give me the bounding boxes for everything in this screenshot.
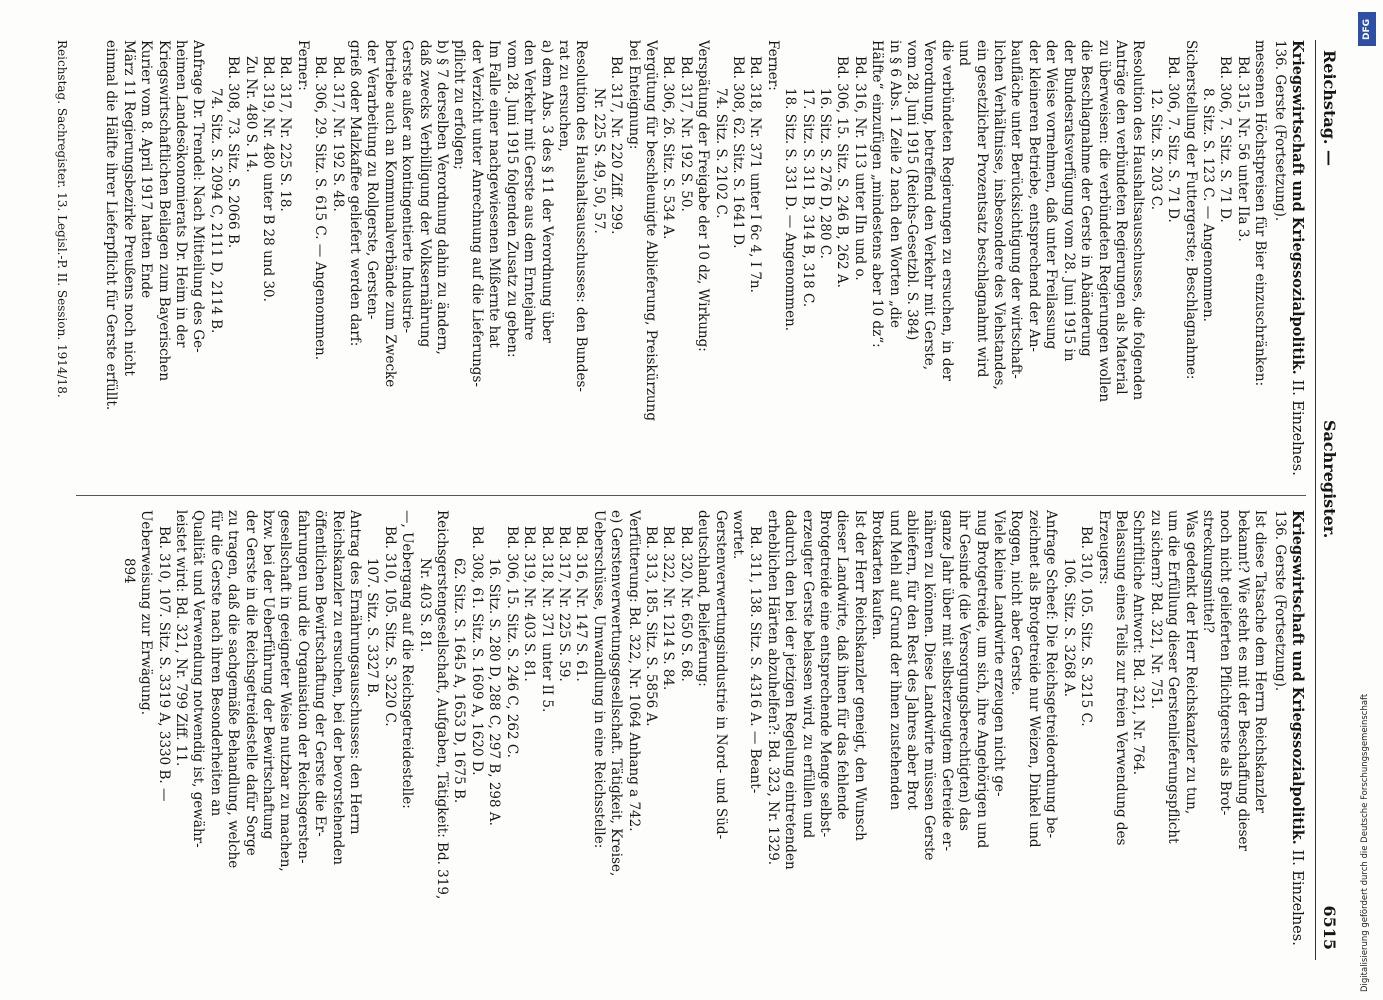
right-text-line: zu tragen, daß die sachgemäße Behandlung, welche xyxy=(225,510,242,869)
left-text-line: zu überweisen: die verbündeten Regierungen wollen xyxy=(1095,40,1112,403)
left-text-line: März 11 Regierungsbezirke Preußens noch nicht xyxy=(120,40,137,376)
right-text-line: Nr. 403 S. 81. xyxy=(416,558,433,653)
left-text-line: und xyxy=(956,40,973,67)
left-title-main: Kriegswirtschaft und Kriegssozialpolitik. xyxy=(1289,40,1306,375)
column-divider xyxy=(76,495,1306,496)
header-center: Sachregister. xyxy=(1320,420,1339,539)
left-text-line: a) dem Abs. 3 des § 11 der Verordnung über xyxy=(538,40,555,343)
left-text-line: Bd. 317, Nr. 192 S. 48. xyxy=(329,56,346,212)
left-text-line: Bd. 319, Nr. 480 unter B 28 und 30. xyxy=(260,56,277,302)
left-text-line: Bd. 306, 7. Sitz. S. 71 D. xyxy=(1217,56,1234,223)
right-text-line: 16. Sitz. S. 280 D, 288 C, 297 B, 298 A. xyxy=(486,558,503,826)
right-text-line: nähren zu können. Diese Landwirte müssen Gerste xyxy=(921,510,938,861)
right-text-line: Brotgetreide eine entsprechende Menge selbst- xyxy=(817,510,834,838)
left-text-line: der kleineren Betriebe, entsprechend der An- xyxy=(1025,40,1042,352)
left-text-line: Bd. 306, 15. Sitz. S. 246 B, 262 A. xyxy=(834,56,851,288)
right-text-line: 107. Sitz. S. 3327 B. xyxy=(364,558,381,698)
right-text-line: zeichnet als Brotgetreide nur Weizen, Dinkel und xyxy=(1025,510,1042,848)
right-text-line: Belassung eines Teils zur freien Verwendung des xyxy=(1112,510,1129,846)
left-text-line: 8. Sitz. S. 123 C. — Angenommen. xyxy=(1199,88,1216,322)
right-text-line: 894 xyxy=(120,558,137,584)
left-text-line: Anträge den verbündeten Regierungen als Material xyxy=(1112,40,1129,395)
right-column xyxy=(76,510,1306,950)
right-column-text xyxy=(119,510,1268,950)
left-text-line: 16. Sitz. S. 276 D, 280 C. xyxy=(817,88,834,259)
right-text-line: streckungsmittel? xyxy=(1199,510,1216,634)
left-text-line: Bd. 317, Nr. 225 S. 18. xyxy=(277,56,294,212)
right-text-line: für die Gerste nach ihren Besonderheiten an xyxy=(207,510,224,817)
left-column-title xyxy=(1288,40,1306,480)
right-text-line: Erzeugers: xyxy=(1095,510,1112,585)
left-text-line: betriebe auch an Kommunalverbände zum Zwecke xyxy=(381,40,398,388)
left-text-line: bei Enteignung: xyxy=(625,40,642,150)
left-text-line: Im Falle einer nachgewiesenen Mißernte hat xyxy=(486,40,503,348)
right-title-suffix: II. Einzelnes. xyxy=(1289,849,1305,946)
right-text-line: bzw. bei der Ueberführung der Bewirtschaftung xyxy=(260,510,277,840)
rotated-page-content xyxy=(40,40,1340,960)
right-text-line: Viele kleine Landwirte erzeugen nicht ge- xyxy=(991,510,1008,797)
right-text-line: ihr Gesinde (die Versorgungsberechtigten) das xyxy=(956,510,973,831)
right-text-line: nug Brotgetreide, um sich, ihre Angehörigen und xyxy=(973,510,990,849)
left-text-line: Gerste außer an kontingentierte Industrie- xyxy=(399,40,416,334)
left-text-line: Bd. 317, Nr. 220 Ziff. 299. xyxy=(608,56,625,235)
left-text-line: Bd. 318, Nr. 371 unter I 6c 4, I 7n. xyxy=(747,56,764,293)
right-text-line: Qualität und Verwendung notwendig ist, gewähr- xyxy=(190,510,207,848)
right-text-line: um die Erfüllung dieser Gerstenlieferungspflicht xyxy=(1165,510,1182,844)
right-column-title xyxy=(1288,510,1306,950)
right-text-line: Bd. 318, Nr. 371 unter II 5. xyxy=(538,526,555,713)
left-text-line: Kurier vom 8. April 1917 hatten Ende xyxy=(138,40,155,299)
right-text-line: erheblichen Härten abzuhelfen?: Bd. 323, Nr. 1329. xyxy=(764,510,781,866)
left-text-line: vom 28. Juni 1915 folgenden Zusatz zu geben: xyxy=(503,40,520,358)
right-text-line: —, Uebergang auf die Reichsgetreidestelle: xyxy=(399,510,416,809)
right-text-line: Bd. 316, Nr. 147 S. 61. xyxy=(573,526,590,682)
left-title-suffix: II. Einzelnes. xyxy=(1289,379,1305,476)
right-text-line: der Gerste in die Reichsgetreidestelle dafür Sorge xyxy=(242,510,259,856)
right-text-line: erzeugter Gerste belassen wird, zu erfüllen und xyxy=(799,510,816,839)
dfg-logo-icon: DFG xyxy=(1358,12,1376,46)
right-text-line: 106. Sitz. S. 3268 A. xyxy=(1060,558,1077,698)
right-text-line: abliefern, für den Rest des Jahres aber Brot xyxy=(904,510,921,810)
left-text-line: messenen Höchstpreisen für Bier einzuschränken: xyxy=(1252,40,1269,387)
left-text-line: pflicht zu erfolgen; xyxy=(451,40,468,170)
left-column-subtitle: 136. Gerste (Fortsetzung). xyxy=(1271,40,1288,222)
right-text-line: Bd. 319, Nr. 403 S. 81. xyxy=(521,526,538,682)
right-text-line: Reichsgerstengesellschaft, Aufgaben, Tätigkeit: Bd. 319, xyxy=(434,510,451,900)
right-text-line: Verfütterung: Bd. 322, Nr. 1064 Anhang a 742. xyxy=(625,510,642,832)
left-text-line: 12. Sitz. S. 203 C. xyxy=(1147,88,1164,210)
left-text-line: Bd. 308, 73. Sitz. S. 2066 B. xyxy=(225,56,242,249)
right-text-line: dadurch den bei der jetzigen Regelung eintretenden xyxy=(782,510,799,870)
left-text-line: 74. Sitz. S. 2102 C. xyxy=(712,88,729,219)
right-text-line: Ueberschüsse, Umwandlung in eine Reichsstelle: xyxy=(590,510,607,849)
left-text-line: Bd. 316, Nr. 113 unter IIn und o. xyxy=(851,56,868,281)
right-text-line: Bd. 313, 185. Sitz. S. 5856 A. xyxy=(642,526,659,727)
left-column-text xyxy=(102,40,1268,480)
right-text-line: Reichskanzler zu ersuchen, bei der bevorstehenden xyxy=(329,510,346,865)
right-text-line: e) Gerstenverwertungsgesellschaft. Tätigkeit, Kreise, xyxy=(608,510,625,877)
right-text-line: Roggen, nicht aber Gerste. xyxy=(1008,510,1025,696)
left-text-line: den Verkehr mit Gerste aus dem Erntejahre xyxy=(521,40,538,341)
right-text-line: Schriftliche Antwort: Bd. 321, Nr. 764. xyxy=(1130,510,1147,776)
right-text-line: deutschland, Belieferung: xyxy=(695,510,712,687)
right-text-line: Antrag des Ernährungsausschusses: den Herrn xyxy=(347,510,364,835)
left-text-line: der Bundesratsverfügung vom 28. Juni 1915 in xyxy=(1060,40,1077,362)
right-text-line: dieser Landwirte, daß ihnen für das fehlende xyxy=(834,510,851,820)
left-text-line: 74. Sitz. S. 2094 C, 2111 D, 2114 B. xyxy=(207,88,224,334)
left-text-line: Ferner: xyxy=(764,40,781,91)
page-number: 6515 xyxy=(1320,905,1339,950)
right-text-line: gesellschaft in geeigneter Weise nutzbar zu machen, xyxy=(277,510,294,872)
left-text-line: Bd. 306, 26. Sitz. S. 534 A. xyxy=(660,56,677,240)
header-left: Reichstag. — xyxy=(1320,50,1339,167)
right-text-line: Anfrage Scheef: Die Reichsgetreideordnung be- xyxy=(1043,510,1060,839)
right-text-line: bekannt? Wie steht es mit der Beschaffung dieser xyxy=(1234,510,1251,851)
left-text-line: einmal die Hälfte ihrer Lieferpflicht für Gerste erfüllt. xyxy=(103,40,120,411)
right-text-line: Bd. 320, Nr. 650 S. 68. xyxy=(677,526,694,682)
right-text-line: Ueberweisung zur Erwägung. xyxy=(138,510,155,715)
right-text-line: 62. Sitz. S. 1645 A, 1653 D, 1675 B. xyxy=(451,558,468,804)
right-text-line: Bd. 306, 15. Sitz. S. 246 C, 262 C. xyxy=(503,526,520,758)
right-text-line: Ist diese Tatsache dem Herrn Reichskanzler xyxy=(1252,510,1269,813)
left-column xyxy=(76,40,1306,480)
right-text-line: Brotkarten kaufen. xyxy=(869,510,886,640)
right-text-line: Bd. 310, 105. Sitz. S. 3215 C. xyxy=(1078,526,1095,727)
right-text-line: Was gedenkt der Herr Reichskanzler zu tun, xyxy=(1182,510,1199,815)
left-text-line: daß zwecks Verbilligung der Volksernährung xyxy=(416,40,433,348)
right-text-line: ganze Jahr über mit selbsterzeugtem Getreide er- xyxy=(938,510,955,852)
left-text-line: grieß oder Malzkaffee geliefert werden darf: xyxy=(347,40,364,347)
left-text-line: heimen Landesökonomierats Dr. Heim in der xyxy=(173,40,189,348)
left-text-line: Zu Nr. 480 S. 14. xyxy=(242,56,259,173)
right-text-line: wortet. xyxy=(730,510,746,560)
left-text-line: ein gesetzlicher Prozentsatz beschlagnahmt wird xyxy=(973,40,990,378)
left-text-line: Kriegswirtschaftlichen Beilagen zum Bayerischen xyxy=(155,40,172,382)
right-text-line: Bd. 310, 107. Sitz. S. 3319 A, 3330 B. — xyxy=(155,526,172,802)
right-column-subtitle: 136. Gerste (Fortsetzung). xyxy=(1271,510,1288,692)
right-text-line: Ist der Herr Reichskanzler geneigt, den Wunsch xyxy=(851,510,868,841)
right-text-line: Bd. 311, 138. Sitz. S. 4316 A. — Beant- xyxy=(747,526,764,794)
left-text-line: Resolution des Haushaltsausschusses: den Bundes- xyxy=(573,40,590,392)
right-text-line: noch nicht gelieferten Pflichtgerste als Brot- xyxy=(1217,510,1234,816)
left-text-line: Verspätung der Freigabe der 10 dz, Wirkung: xyxy=(695,40,712,352)
right-text-line: Bd. 322, Nr. 1214 S. 84. xyxy=(660,526,677,691)
digitization-note: Digitalisierung gefördert durch die Deutsche Forschungsgemeinschaft xyxy=(1360,693,1370,992)
right-title-main: Kriegswirtschaft und Kriegssozialpolitik. xyxy=(1289,510,1306,845)
right-text-line: Bd. 310, 105. Sitz. S. 3220 C. xyxy=(381,526,398,727)
right-text-line: öffentlichen Bewirtschaftung der Gerste die Er- xyxy=(312,510,329,837)
left-text-line: Nr. 225 S. 49, 50, 57. xyxy=(590,88,607,234)
right-text-line: und Mehl auf Grund der ihnen zustehenden xyxy=(886,510,903,810)
left-text-line: Verordnung, betreffend den Verkehr mit Gerste, xyxy=(921,40,938,371)
left-text-line: vom 28. Juni 1915 (Reichs-Gesetzbl. S. 384) xyxy=(904,40,921,341)
right-text-line: fahrungen und die Organisation der Reichsgersten- xyxy=(294,510,311,864)
left-text-line: der Verarbeitung zu Rollgerste, Gersten- xyxy=(364,40,381,320)
left-text-line: der Verzicht unter Anrechnung auf die Lieferungs- xyxy=(468,40,485,387)
left-text-line: Bd. 306, 7. Sitz. S. 71 D. xyxy=(1165,56,1182,223)
right-text-line: zu sichern? Bd. 321, Nr. 751. xyxy=(1147,510,1164,710)
left-text-line: lichen Verhältnisse, insbesondere des Viehstandes, xyxy=(991,40,1008,390)
left-text-line: Anfrage Dr. Trendel: Nach Mitteilung des Ge- xyxy=(190,40,207,353)
left-text-line: Sicherstellung der Futtergerste; Beschlagnahme: xyxy=(1182,40,1199,380)
left-text-line: baufläche unter Berücksichtigung der wirtschaft- xyxy=(1008,40,1025,379)
page-header xyxy=(1315,40,1340,960)
left-text-line: Hälfte“ einzufügen „mindestens aber 10 dz“: xyxy=(869,40,886,348)
right-text-line: Bd. 308, 61. Sitz. S. 1609 A, 1620 D. xyxy=(468,526,485,776)
left-text-line: Bd. 317, Nr. 192 S. 50. xyxy=(677,56,694,212)
right-text-line: leistet wird: Bd. 321, Nr. 799 Ziff. 11. xyxy=(173,510,189,767)
left-text-line: Resolution des Haushaltsausschusses, die folgenden xyxy=(1130,40,1147,401)
left-text-line: in § 6 Abs. 1 Zeile 2 nach den Worten „die xyxy=(886,40,903,328)
left-text-line: 18. Sitz. S. 331 D. — Angenommen. xyxy=(782,88,799,332)
right-text-line: Bd. 317, Nr. 225 S. 59. xyxy=(555,526,572,682)
left-text-line: Ferner: xyxy=(294,40,311,91)
left-text-line: der Weise vornehmen, daß unter Freilassung xyxy=(1043,40,1060,350)
left-text-line: die Beschlagnahme der Gerste in Abänderung xyxy=(1078,40,1095,357)
page-footer: Reichstag. Sachregister. 13. Legisl.-P. II. Session. 1914/18. xyxy=(55,40,69,398)
left-text-line: Bd. 315, Nr. 56 unter IIa 3. xyxy=(1234,56,1251,242)
left-text-line: rat zu ersuchen, xyxy=(555,40,572,152)
left-text-line: die verbündeten Regierungen zu ersuchen, in der xyxy=(938,40,955,382)
right-text-line: Gerstenverwertungsindustrie in Nord- und Süd- xyxy=(712,510,729,840)
left-text-line: Vergütung für beschleunigte Ablieferung, Preiskürzung xyxy=(642,40,659,421)
left-text-line: Bd. 306, 29. Sitz. S. 615 C. — Angenommen. xyxy=(312,56,329,361)
left-text-line: Bd. 308, 62. Sitz. S. 1641 D. xyxy=(730,56,746,249)
left-text-line: 17. Sitz. S. 311 B, 314 B, 318 C. xyxy=(799,88,816,308)
left-text-line: b) § 7 derselben Verordnung dahin zu ändern, xyxy=(434,40,451,355)
